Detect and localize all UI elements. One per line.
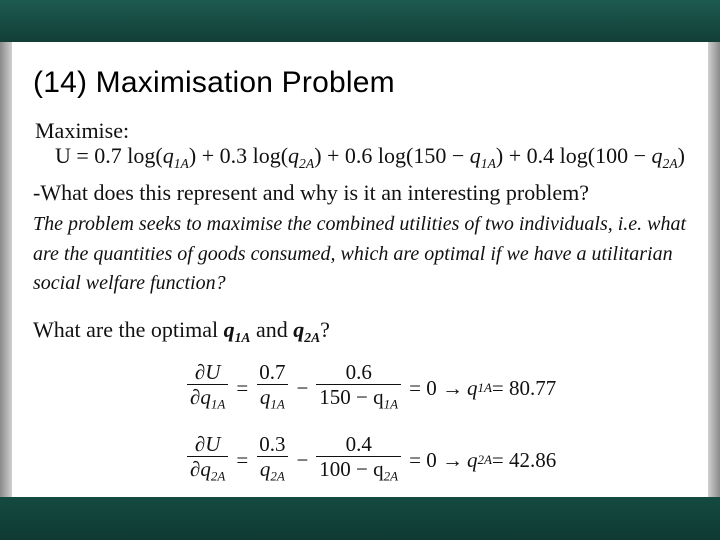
bottom-band xyxy=(0,497,720,540)
fraction-1b: $\frac{0.6}{150 - q_{1A}}$ xyxy=(316,360,401,417)
partial-derivative-1: $\frac{\partial U}{\partial q_{1A}}$ xyxy=(187,360,228,417)
fraction-2a: $\frac{0.3}{q_{2A}}$ xyxy=(256,432,288,489)
question-text: -What does this represent and why is it an interesting problem? xyxy=(33,180,589,205)
top-band xyxy=(0,0,720,42)
fraction-1a: $\frac{0.7}{q_{1A}}$ xyxy=(256,360,288,417)
right-border xyxy=(708,42,720,497)
fraction-2b: $\frac{0.4}{100 - q_{2A}}$ xyxy=(316,432,401,489)
maximise-label: Maximise: xyxy=(35,118,130,143)
partial-derivative-2: $\frac{\partial U}{\partial q_{2A}}$ xyxy=(187,432,228,489)
objective-function: U = 0.7 $\log(q_{1A}) + 0.3$ $\log(q_{2A}) + 0.6$ $\log(150 - q_{1A}) + 0.4$ $\log(100 - q_{2A})$ xyxy=(55,143,685,171)
equation-q1a: $\frac{\partial U}{\partial q_{1A}}$ = $\frac{0.7}{q_{1A}}$ − $\frac{0.6}{150 - q_{1A}}$ = 0 → q 1A = 80.77 xyxy=(183,360,556,417)
answer-line-2: are the quantities of goods consumed, which are optimal if we have a utilitarian xyxy=(33,243,673,265)
optimal-question: What are the optimal $q_{1A}$ and $q_{2A}$? xyxy=(33,317,330,345)
slide-title: (14) Maximisation Problem xyxy=(33,66,395,99)
answer-line-1: The problem seeks to maximise the combined utilities of two individuals, i.e. what xyxy=(33,213,687,235)
left-border xyxy=(0,42,12,497)
equation-q2a: $\frac{\partial U}{\partial q_{2A}}$ = $\frac{0.3}{q_{2A}}$ − $\frac{0.4}{100 - q_{2A}}$ = 0 → q 2A = 42.86 xyxy=(183,432,556,489)
answer-line-3: social welfare function? xyxy=(33,272,226,294)
